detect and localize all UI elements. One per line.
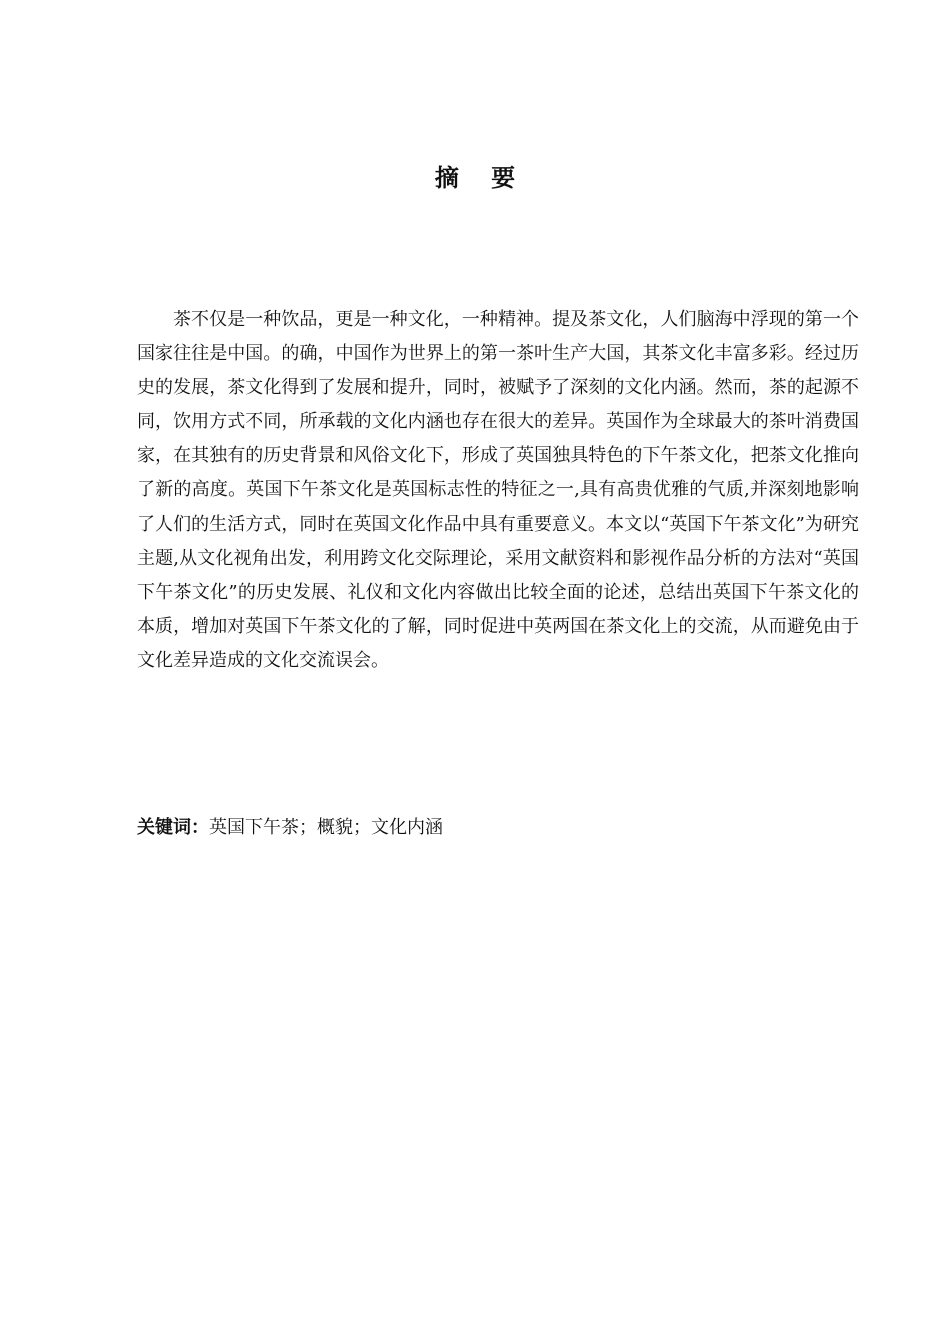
abstract-body: 茶不仅是一种饮品，更是一种文化，一种精神。提及茶文化，人们脑海中浮现的第一个国家往往是中国。的确，中国作为世界上的第一茶叶生产大国，其茶文化丰富多彩。经过历史的发展，茶文化得到了发展和提升，同时，被赋予了深刻的文化内涵。然而，茶的起源不同，饮用方式不同，所承载的文化内涵也存在很大的差异。英国作为全球最大的茶叶消费国家，在其独有的历史背景和风俗文化下，形成了英国独具特色的下午茶文化，把茶文化推向了新的高度。英国下午茶文化是英国标志性的特征之一,具有高贵优雅的气质,并深刻地影响了人们的生活方式，同时在英国文化作品中具有重要意义。本文以“英国下午茶文化”为研究主题,从文化视角出发，利用跨文化交际理论，采用文献资料和影视作品分析的方法对“英国下午茶文化”的历史发展、礼仪和文化内容做出比较全面的论述，总结出英国下午茶文化的本质，增加对英国下午茶文化的了解，同时促进中英两国在茶文化上的交流，从而避免由于文化差异造成的文化交流误会。 bbox=[137, 309, 859, 671]
keywords-value: 英国下午茶；概貌；文化内涵 bbox=[209, 817, 443, 838]
keywords-line bbox=[137, 813, 859, 843]
abstract-title: 摘 要 bbox=[434, 164, 528, 192]
keywords-label: 关键词： bbox=[137, 817, 209, 838]
